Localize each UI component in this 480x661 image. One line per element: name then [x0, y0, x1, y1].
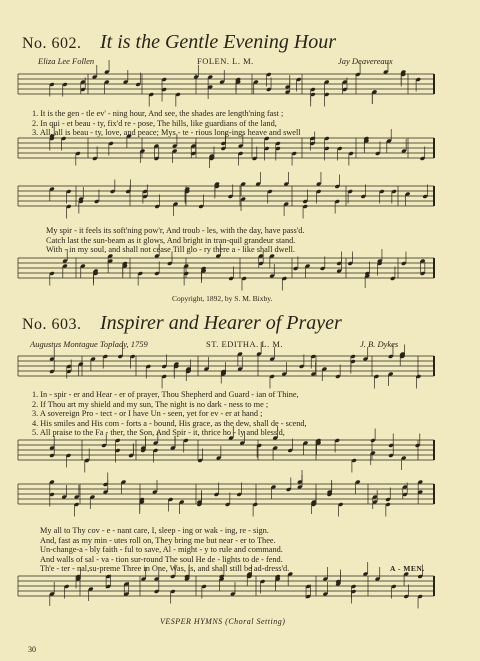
verses-603-a [32, 390, 307, 438]
verse-line: Catch last the sun-beam as it glows, And bright in tran-quil grandeur stand. [46, 235, 296, 245]
verse-line: 3. All, all is beau - ty, love, and peace; Mys - te - rious long-ings heave and swell [32, 128, 301, 138]
copyright: Copyright, 1892, by S. M. Bixby. [172, 294, 273, 303]
book-setting: (Choral Setting) [225, 617, 286, 626]
hymn-number-602: No. 602. [22, 35, 82, 52]
book-title: VESPER HYMNS [160, 617, 223, 626]
verse-line: My spir - it feels its soft'ning pow'r, And troub - les, with the day, have pass'd. [46, 226, 305, 235]
verse-line: With - in my soul, and shall not cease Till glo - ry there a - like shall dwell. [46, 245, 295, 255]
composer-602: Jay Deavereaux [338, 56, 393, 66]
verse-line: 1. In - spir - er and Hear - er of prayer, Thou Shepherd and Guard - ian of Thine, [32, 390, 299, 399]
verse-line: 1. It is the gen - tle ev' - ning hour, And see, the shades are length'ning fast ; [32, 109, 284, 118]
verses-602-b [46, 226, 304, 255]
verses-603-b [40, 526, 289, 574]
author-603: Augustus Montague Toplady, 1759 [30, 339, 148, 349]
verse-line: 3. A sovereign Pro - tect - or I have Un - seen, yet for ev - er at hand ; [32, 409, 263, 419]
hymn-title-603: Inspirer and Hearer of Prayer [100, 312, 342, 334]
verses-602-a [32, 109, 301, 138]
footer-book-title [160, 617, 285, 626]
verse-line: Un-change-a - bly faith - ful to save, Al - might - y to rule and command. [40, 545, 283, 555]
verse-line: 2. In qui - et beau - ty, fix'd re - pose, The hills, like guardians of the land, [32, 118, 277, 128]
author-602: Eliza Lee Follen [38, 56, 95, 66]
verse-line: And, fast as my min - utes roll on, They bring me but near - er to Thee. [40, 535, 276, 545]
verse-line: 4. His smiles and His com - forts a - bound, His grace, as the dew, shall de - scend, [32, 418, 307, 428]
hymn-title-602: It is the Gentle Evening Hour [100, 31, 337, 53]
verse-line: 2. If Thou art my shield and my sun, The night is no dark - ness to me ; [32, 399, 269, 409]
verse-line: My all to Thy cov - e - nant care, I, sleep - ing or wak - ing, re - sign. [40, 526, 269, 535]
composer-603: J. B. Dykes [360, 339, 399, 349]
tune-602: FOLEN. L. M. [197, 56, 254, 66]
verse-line: 5. All praise to the Fa - ther, the Son, And Spir - it, thrice ho - ly and bless'd, [32, 428, 285, 438]
amen: A - MEN. [390, 564, 425, 573]
hymn-number-603: No. 603. [22, 316, 82, 333]
verse-line: And walls of sal - va - tion sur-round The soul He de - lights to de - fend. [40, 554, 283, 564]
verse-line: Th'e - ter - nal,su-preme Three in One, Was, is, and shall still be ad-dress'd. [40, 564, 290, 574]
page-number: 30 [28, 645, 36, 654]
tune-603: ST. EDITHA. L. M. [206, 339, 284, 349]
